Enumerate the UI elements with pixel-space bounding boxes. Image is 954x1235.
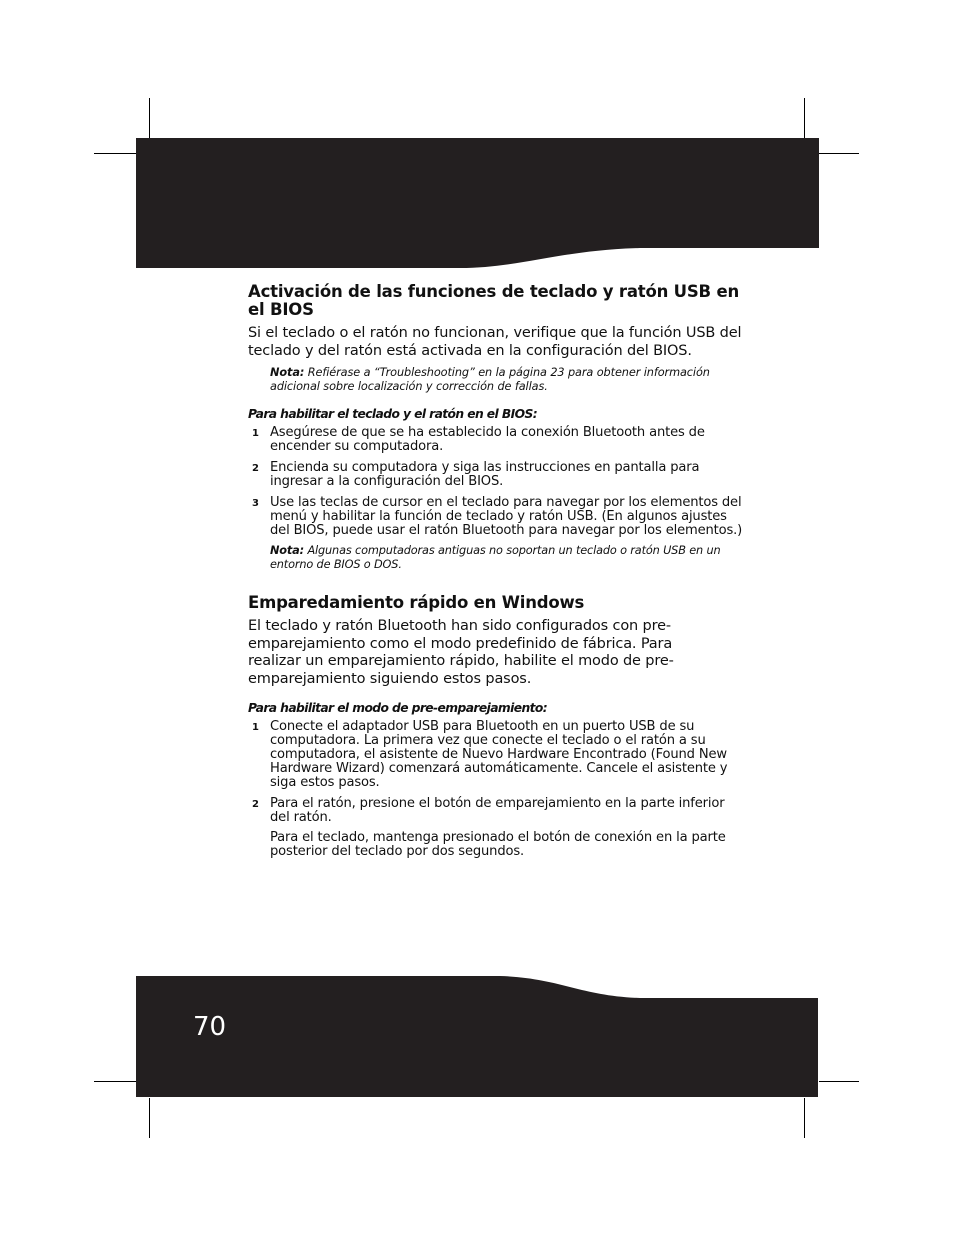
note (270, 544, 743, 572)
list-item (248, 461, 743, 489)
page-number: 70 (193, 1012, 227, 1042)
step-number: 1 (252, 428, 259, 439)
list-item (248, 720, 743, 790)
step-text: Asegúrese de que se ha establecido la conexión Bluetooth antes de encender su computadora. (270, 425, 705, 454)
section-intro-bios: Si el teclado o el ratón no funcionan, verifique que la función USB del teclado y del ratón está activada en la configuración del BIOS. (248, 325, 742, 359)
step-number: 1 (252, 722, 259, 733)
page-content (248, 283, 743, 866)
steps-list-windows (248, 720, 743, 859)
subheading-windows: Para habilitar el modo de pre-emparejamiento: (248, 701, 548, 715)
section-title-windows: Emparedamiento rápido en Windows (248, 593, 585, 612)
section-title-bios: Activación de las funciones de teclado y ratón USB en el BIOS (248, 282, 740, 319)
note-label: Nota: (270, 544, 305, 557)
list-item (248, 496, 743, 572)
step-number: 2 (252, 799, 259, 810)
step-text: Encienda su computadora y siga las instrucciones en pantalla para ingresar a la configuración del BIOS. (270, 460, 700, 489)
note-text: Algunas computadoras antiguas no soportan un teclado o ratón USB en un entorno de BIOS o DOS. (270, 544, 721, 571)
step-text: Para el ratón, presione el botón de emparejamiento en la parte inferior del ratón. (270, 796, 725, 825)
footer-band (136, 976, 818, 1097)
steps-list-bios (248, 426, 743, 572)
step-extra-text: Para el teclado, mantenga presionado el botón de conexión en la parte posterior del teclado por dos segundos. (270, 830, 726, 859)
step-number: 2 (252, 463, 259, 474)
step-number: 3 (252, 498, 259, 509)
header-band (136, 138, 819, 268)
note-text: Refiérase a “Troubleshooting” en la página 23 para obtener información adicional sobre localización y corrección de fallas. (270, 366, 710, 393)
list-item (248, 797, 743, 859)
subheading-bios: Para habilitar el teclado y el ratón en el BIOS: (248, 407, 538, 421)
note-label: Nota: (270, 366, 305, 379)
note (270, 366, 743, 394)
section-intro-windows: El teclado y ratón Bluetooth han sido configurados con pre-emparejamiento como el modo predefinido de fábrica. Para realizar un emparejamiento rápido, habilite el modo de pre-emparejamiento siguiendo estos pasos. (248, 618, 674, 687)
list-item (248, 426, 743, 454)
step-text: Conecte el adaptador USB para Bluetooth en un puerto USB de su computadora. La primera vez que conecte el teclado o el ratón a su computadora, el asistente de Nuevo Hardware Encontrado (Found New Hardware Wizard) comenzará automáticamente. Cancele el asistente y siga estos pasos. (270, 719, 728, 790)
step-text: Use las teclas de cursor en el teclado para navegar por los elementos del menú y habilitar la función de teclado y ratón USB. (En algunos ajustes del BIOS, puede usar el ratón Bluetooth para navegar por los elementos.) (270, 495, 743, 538)
